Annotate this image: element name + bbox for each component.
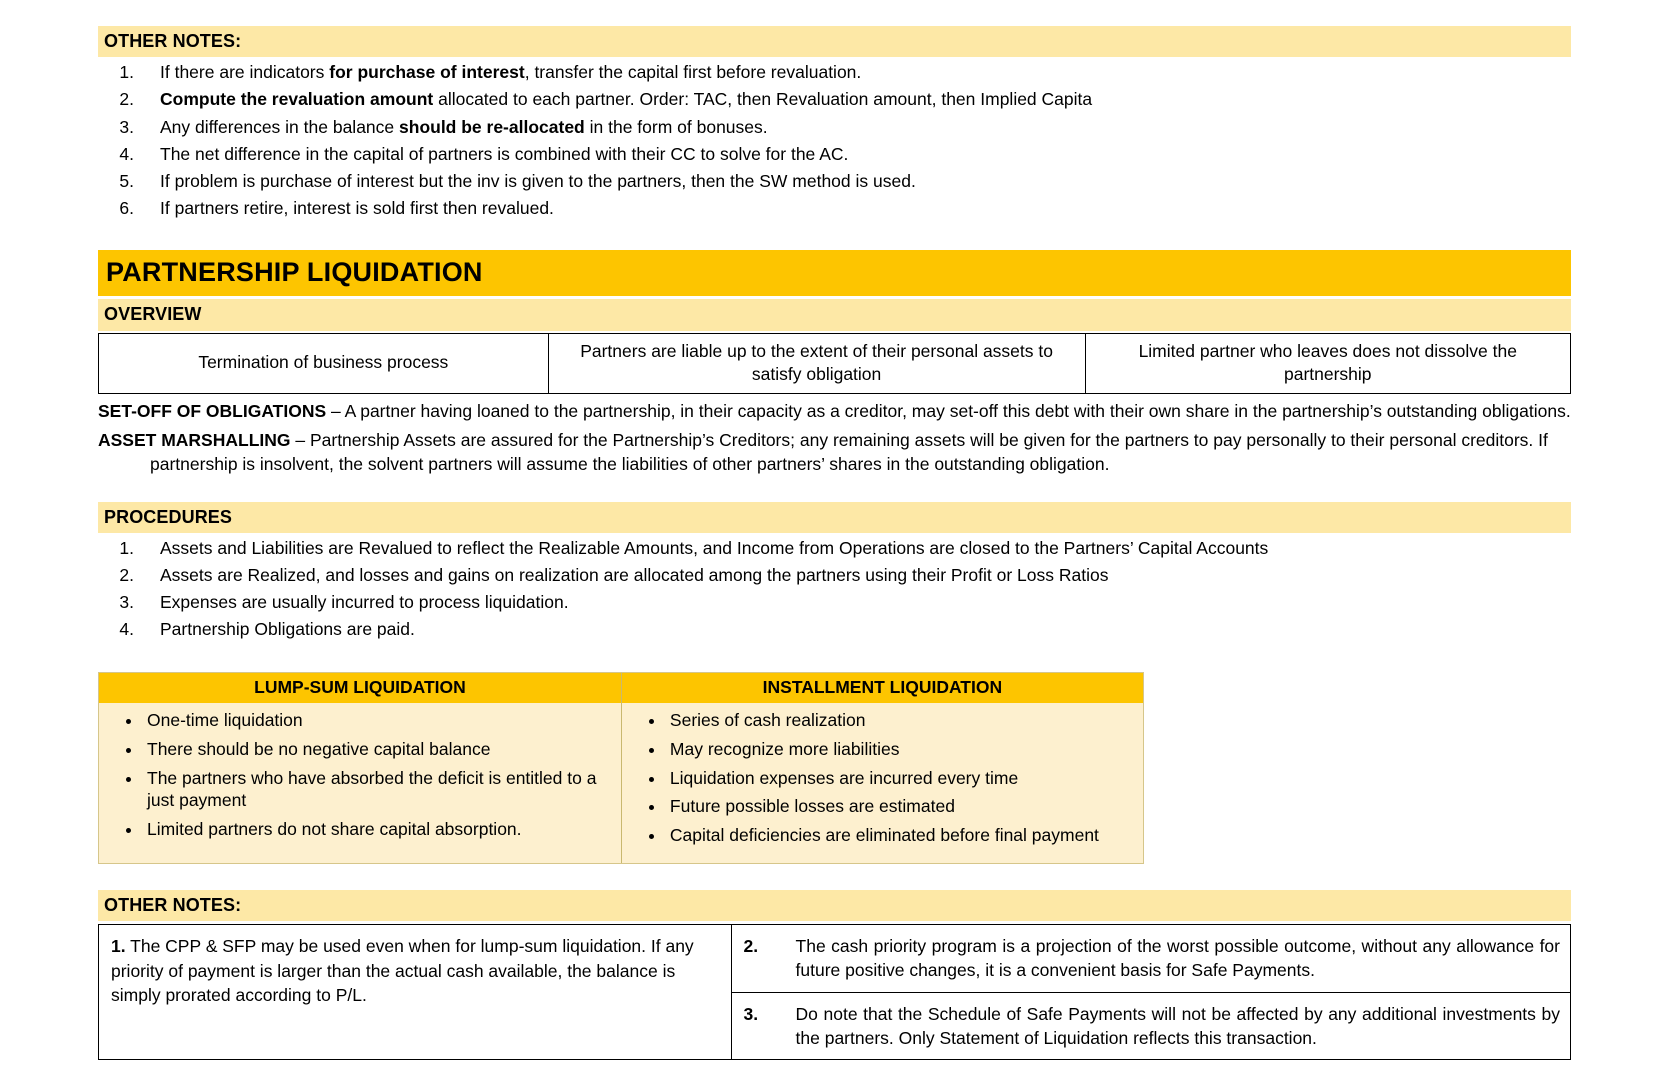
note-number: 3. (743, 1003, 759, 1024)
list-item-text: Assets and Liabilities are Revalued to reflect the Realizable Amounts, and Income from Operations are closed to the Partners’ Capital Accounts (160, 538, 1269, 559)
list-item: • There should be no negative capital balance (143, 738, 611, 761)
definition-text: – A partner having loaned to the partnership, in their capacity as a creditor, may set-off this debt with their own share in the partnership’s outstanding obligations. (326, 400, 1571, 421)
definition-asset-marshalling (98, 429, 1571, 476)
list-item: • Liquidation expenses are incurred every time (666, 767, 1133, 790)
list-item (98, 170, 1571, 194)
overview-cell: Partners are liable up to the extent of their personal assets to satisfy obligation (548, 334, 1085, 393)
list-item: • One-time liquidation (143, 709, 611, 732)
note-number: 2. (743, 936, 759, 957)
list-item-number: 1. (119, 538, 134, 559)
overview-table (98, 333, 1571, 394)
other-notes-bottom-heading: OTHER NOTES: (98, 890, 1571, 921)
list-item-number: 3. (119, 116, 134, 137)
list-item-number: 1. (119, 62, 134, 83)
list-item: • Limited partners do not share capital absorption. (143, 818, 611, 841)
list-item-text: Compute the revaluation amount allocated to each partner. Order: TAC, then Revaluation amount, then Implied Capita (160, 89, 1093, 110)
list-item: • May recognize more liabilities (666, 738, 1133, 761)
list-item (98, 143, 1571, 167)
list-item: • Series of cash realization (666, 709, 1133, 732)
list-item (98, 197, 1571, 221)
list-item-number: 4. (119, 143, 134, 164)
list-item-number: 5. (119, 170, 134, 191)
note-number: 1. (111, 936, 126, 957)
definition-term: SET-OFF OF OBLIGATIONS (98, 400, 327, 421)
list-item: • Future possible losses are estimated (666, 795, 1133, 818)
list-item-text: If partners retire, interest is sold first then revalued. (160, 197, 554, 218)
lump-sum-header: LUMP-SUM LIQUIDATION (254, 676, 466, 697)
liquidation-body (99, 703, 1143, 863)
procedures-heading: PROCEDURES (98, 502, 1571, 533)
list-item-number: 3. (119, 592, 134, 613)
lump-sum-list (109, 709, 611, 841)
note-cell-2 (732, 925, 1570, 991)
procedures-list (98, 537, 1571, 642)
list-item (98, 116, 1571, 140)
definition-set-off (98, 400, 1571, 423)
document-content (98, 26, 1571, 1060)
list-item-text: If there are indicators for purchase of interest, transfer the capital first before revaluation. (160, 62, 862, 83)
list-item-number: 2. (119, 89, 134, 110)
overview-heading: OVERVIEW (98, 299, 1571, 330)
list-item-text: The net difference in the capital of partners is combined with their CC to solve for the AC. (160, 143, 849, 164)
liquidation-headers (99, 673, 1143, 704)
note-text: The cash priority program is a projection of the worst possible outcome, without any allowance for future positive changes, it is a convenient basis for Safe Payments. (795, 936, 1560, 981)
list-item-text: Any differences in the balance should be re-allocated in the form of bonuses. (160, 116, 768, 137)
other-notes-top-list (98, 61, 1571, 220)
list-item (98, 88, 1571, 112)
definition-term: ASSET MARSHALLING (98, 430, 291, 451)
notes-right-column (732, 925, 1570, 1059)
note-cell-1 (99, 925, 732, 1059)
list-item-number: 4. (119, 619, 134, 640)
installment-header: INSTALLMENT LIQUIDATION (621, 673, 1143, 704)
liquidation-comparison-table (98, 672, 1144, 864)
other-notes-bottom-table (98, 924, 1571, 1060)
list-item-text: Expenses are usually incurred to process liquidation. (160, 592, 569, 613)
list-item (98, 564, 1571, 588)
installment-column (621, 703, 1143, 863)
list-item-text: Partnership Obligations are paid. (160, 619, 415, 640)
page-title: PARTNERSHIP LIQUIDATION (98, 250, 1571, 296)
list-item (98, 591, 1571, 615)
list-item (98, 618, 1571, 642)
installment-list (632, 709, 1133, 847)
note-text: The CPP & SFP may be used even when for lump-sum liquidation. If any priority of payment is larger than the actual cash available, the balance is simply prorated according to P/L. (111, 936, 694, 1006)
list-item-number: 2. (119, 565, 134, 586)
list-item: • Capital deficiencies are eliminated before final payment (666, 824, 1133, 847)
other-notes-top-heading: OTHER NOTES: (98, 26, 1571, 57)
definition-text: – Partnership Assets are assured for the Partnership’s Creditors; any remaining assets will be given for the partners to pay personally to their personal creditors. If partnership is insolvent, the solvent partners will assume the liabilities of other partners’ shares in the outstanding obligation. (150, 430, 1548, 474)
list-item-text: If problem is purchase of interest but the inv is given to the partners, then the SW method is used. (160, 170, 916, 191)
list-item (98, 537, 1571, 561)
lump-sum-column (99, 703, 621, 863)
overview-cell: Termination of business process (198, 352, 449, 373)
overview-cell: Limited partner who leaves does not dissolve the partnership (1085, 334, 1570, 393)
note-cell-3 (732, 992, 1570, 1059)
list-item-text: Assets are Realized, and losses and gains on realization are allocated among the partners using their Profit or Loss Ratios (160, 565, 1109, 586)
list-item: • The partners who have absorbed the deficit is entitled to a just payment (143, 767, 611, 813)
list-item (98, 61, 1571, 85)
note-text: Do note that the Schedule of Safe Payments will not be affected by any additional investments by the partners. Only Statement of Liquidation reflects this transaction. (795, 1003, 1560, 1048)
list-item-number: 6. (119, 197, 134, 218)
